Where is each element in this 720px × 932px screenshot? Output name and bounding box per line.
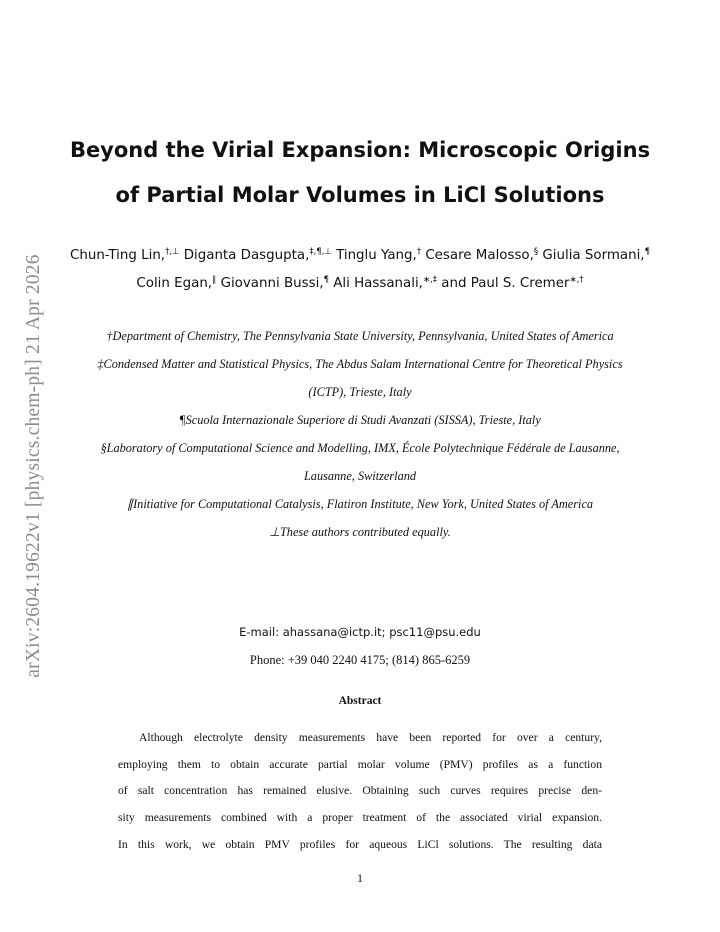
abstract-line: employing them to obtain accurate partial molar volume (PMV) profiles as a function	[118, 757, 602, 771]
affiliation: †Department of Chemistry, The Pennsylvania State University, Pennsylvania, United States of America	[106, 329, 614, 343]
author: Giulia Sormani,¶	[542, 247, 650, 263]
author: Diganta Dasgupta,‡,¶,⊥	[183, 247, 332, 263]
contact-block	[80, 618, 640, 674]
affiliation: ‡Condensed Matter and Statistical Physics, The Abdus Salam International Centre for Theoretical Physics (ICTP), Trieste, Italy	[97, 357, 623, 399]
title-line-2: of Partial Molar Volumes in LiCl Solutions	[115, 183, 605, 207]
author: Colin Egan,∥	[136, 275, 217, 291]
page-number: 1	[357, 871, 363, 885]
author: Tinglu Yang,†	[336, 247, 422, 263]
abstract-line: Although electrolyte density measurements have been reported for over a century,	[139, 731, 602, 744]
abstract-line: In this work, we obtain PMV profiles for aqueous LiCl solutions. The resulting data	[118, 837, 602, 851]
author: Ali Hassanali,∗,‡	[333, 275, 438, 291]
abstract-text	[118, 725, 602, 859]
author: and Paul S. Cremer∗,†	[441, 275, 584, 291]
abstract-line: of salt concentration has remained elusive. Obtaining such curves requires precise den-	[118, 784, 602, 798]
abstract-line: sity measurements combined with a proper treatment of the associated virial expansion.	[118, 811, 602, 825]
author: Giovanni Bussi,¶	[220, 275, 329, 291]
email-line: E-mail: ahassana@ictp.it; psc11@psu.edu	[239, 625, 481, 639]
paper-title	[60, 128, 660, 218]
author: Chun-Ting Lin,†,⊥	[70, 247, 180, 263]
title-line-1: Beyond the Virial Expansion: Microscopic Origins	[69, 138, 651, 162]
affiliation: §Laboratory of Computational Science and Modelling, IMX, École Polytechnique Fédérale de Lausanne, Lausanne, Switzerland	[100, 441, 620, 483]
affiliation-list	[80, 322, 640, 546]
abstract-heading: Abstract	[338, 695, 382, 707]
affiliation: ∥Initiative for Computational Catalysis, Flatiron Institute, New York, United States of America	[126, 497, 594, 511]
arxiv-stamp: arXiv:2604.19622v1 [physics.chem-ph] 21 Apr 2026	[23, 254, 44, 678]
affiliation: ⊥These authors contributed equally.	[269, 525, 451, 539]
author-list	[70, 242, 650, 298]
phone-line: Phone: +39 040 2240 4175; (814) 865-6259	[249, 653, 471, 667]
author: Cesare Malosso,§	[425, 247, 539, 263]
affiliation: ¶Scuola Internazionale Superiore di Studi Avanzati (SISSA), Trieste, Italy	[179, 413, 541, 427]
